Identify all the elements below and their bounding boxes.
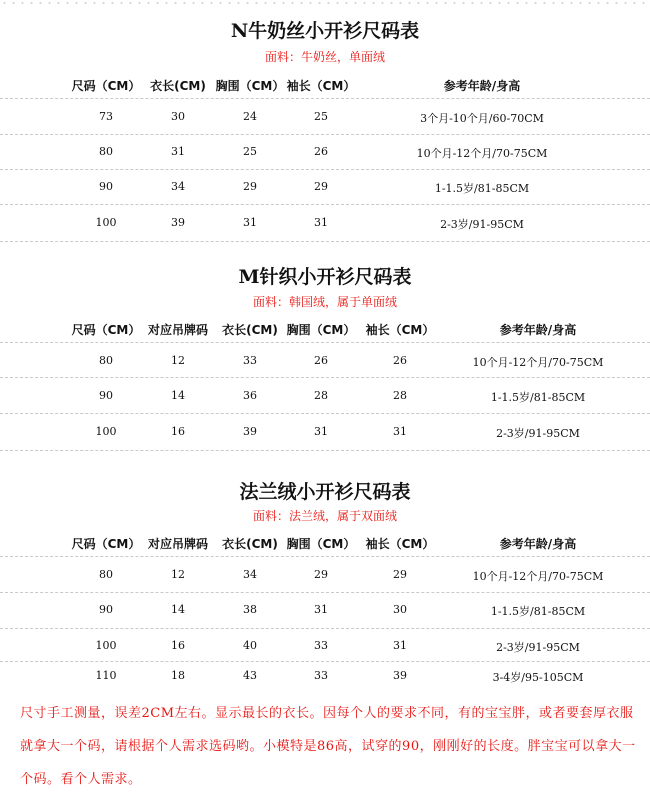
table-cell: 25 — [243, 145, 257, 158]
table-cell: 34 — [171, 180, 185, 193]
table-divider — [0, 556, 650, 557]
table-cell: 34 — [243, 568, 257, 581]
table-cell: 80 — [99, 354, 113, 367]
table-cell: 28 — [314, 389, 328, 402]
header-cell: 尺码（CM） — [71, 323, 141, 337]
table-divider — [0, 169, 650, 170]
table-cell: 30 — [171, 110, 185, 123]
table-cell: 29 — [314, 568, 328, 581]
table-cell: 80 — [99, 145, 113, 158]
table-cell: 30 — [393, 603, 407, 616]
table-cell: 31 — [314, 216, 328, 229]
table-header — [0, 77, 650, 97]
table-cell: 10个月-12个月/70-75CM — [416, 147, 548, 160]
table-cell: 33 — [314, 639, 328, 652]
table-cell: 2-3岁/91-95CM — [440, 218, 524, 231]
table-cell: 28 — [393, 389, 407, 402]
header-cell: 对应吊牌码 — [147, 323, 209, 337]
table-title: M针织小开衫尺码表 — [238, 266, 412, 288]
table-cell: 3个月-10个月/60-70CM — [420, 112, 544, 125]
table-cell: 90 — [99, 180, 113, 193]
table-row — [0, 145, 650, 165]
table-header — [0, 535, 650, 555]
table-row — [0, 669, 650, 689]
table-cell: 31 — [393, 639, 407, 652]
header-cell: 参考年龄/身高 — [499, 323, 577, 337]
table-row — [0, 639, 650, 659]
table-row — [0, 389, 650, 409]
table-cell: 26 — [314, 354, 328, 367]
table-cell: 3-4岁/95-105CM — [492, 671, 584, 684]
table-cell: 39 — [243, 425, 257, 438]
table-cell: 25 — [314, 110, 328, 123]
table-cell: 16 — [171, 639, 185, 652]
table-cell: 39 — [171, 216, 185, 229]
table-divider — [0, 628, 650, 629]
table-cell: 100 — [95, 216, 117, 229]
table-cell: 16 — [171, 425, 185, 438]
table-divider — [0, 450, 650, 451]
table-divider — [0, 204, 650, 205]
header-cell: 胸围（CM） — [286, 537, 356, 551]
header-cell: 衣长(CM) — [222, 323, 278, 337]
table-cell: 18 — [171, 669, 185, 682]
header-cell: 参考年龄/身高 — [443, 79, 521, 93]
table-divider — [0, 592, 650, 593]
table-divider — [0, 98, 650, 99]
table-cell: 2-3岁/91-95CM — [496, 427, 580, 440]
table-cell: 90 — [99, 389, 113, 402]
table-cell: 31 — [314, 603, 328, 616]
header-cell: 袖长（CM） — [365, 537, 435, 551]
table-cell: 14 — [171, 603, 185, 616]
table-divider — [0, 342, 650, 343]
material-label: 面料：牛奶丝，单面绒 — [264, 50, 385, 64]
table-cell: 31 — [314, 425, 328, 438]
table-cell: 1-1.5岁/81-85CM — [434, 182, 530, 195]
table-cell: 100 — [95, 639, 117, 652]
table-cell: 29 — [393, 568, 407, 581]
table-cell: 10个月-12个月/70-75CM — [472, 356, 604, 369]
table-cell: 29 — [314, 180, 328, 193]
table-cell: 1-1.5岁/81-85CM — [490, 391, 586, 404]
table-header — [0, 321, 650, 341]
table-cell: 43 — [243, 669, 257, 682]
table-cell: 80 — [99, 568, 113, 581]
table-title: 法兰绒小开衫尺码表 — [239, 481, 411, 503]
header-cell: 袖长（CM） — [286, 79, 356, 93]
table-divider — [0, 661, 650, 662]
table-cell: 39 — [393, 669, 407, 682]
table-row — [0, 603, 650, 623]
table-cell: 36 — [243, 389, 257, 402]
table-cell: 33 — [243, 354, 257, 367]
header-cell: 胸围（CM） — [215, 79, 285, 93]
table-cell: 10个月-12个月/70-75CM — [472, 570, 604, 583]
table-divider — [0, 134, 650, 135]
table-cell: 110 — [95, 669, 117, 682]
header-cell: 衣长(CM) — [222, 537, 278, 551]
table-divider — [0, 377, 650, 378]
table-divider — [0, 413, 650, 414]
table-cell: 2-3岁/91-95CM — [496, 641, 580, 654]
dotted-top-border — [0, 0, 650, 6]
table-cell: 100 — [95, 425, 117, 438]
table-row — [0, 180, 650, 200]
material-label: 面料：韩国绒，属于单面绒 — [252, 295, 397, 309]
table-cell: 14 — [171, 389, 185, 402]
table-cell: 90 — [99, 603, 113, 616]
table-cell: 40 — [243, 639, 257, 652]
header-cell: 尺码（CM） — [71, 79, 141, 93]
table-row — [0, 354, 650, 374]
table-cell: 1-1.5岁/81-85CM — [490, 605, 586, 618]
table-row — [0, 568, 650, 588]
table-cell: 73 — [99, 110, 113, 123]
table-cell: 31 — [243, 216, 257, 229]
header-cell: 胸围（CM） — [286, 323, 356, 337]
header-cell: 对应吊牌码 — [147, 537, 209, 551]
table-cell: 26 — [393, 354, 407, 367]
table-cell: 26 — [314, 145, 328, 158]
material-label: 面料：法兰绒，属于双面绒 — [252, 509, 397, 523]
table-row — [0, 216, 650, 236]
table-cell: 38 — [243, 603, 257, 616]
header-cell: 参考年龄/身高 — [499, 537, 577, 551]
table-cell: 31 — [171, 145, 185, 158]
table-title: N牛奶丝小开衫尺码表 — [230, 20, 420, 42]
table-row — [0, 425, 650, 445]
header-cell: 衣长(CM) — [150, 79, 206, 93]
table-row — [0, 110, 650, 130]
table-divider — [0, 241, 650, 242]
header-cell: 尺码（CM） — [71, 537, 141, 551]
header-cell: 袖长（CM） — [365, 323, 435, 337]
table-cell: 31 — [393, 425, 407, 438]
table-cell: 29 — [243, 180, 257, 193]
table-cell: 12 — [171, 568, 185, 581]
table-cell: 33 — [314, 669, 328, 682]
table-cell: 24 — [243, 110, 257, 123]
table-cell: 12 — [171, 354, 185, 367]
measurement-note: 尺寸手工测量，误差2CM左右。显示最长的衣长。因每个人的要求不同，有的宝宝胖，或者要套厚衣服就拿大一个码，请根据个人需求选码哟。小模特是86高，试穿的90，刚刚好的长度。胖宝宝可以拿大一个码。看个人需求。 — [20, 706, 636, 787]
